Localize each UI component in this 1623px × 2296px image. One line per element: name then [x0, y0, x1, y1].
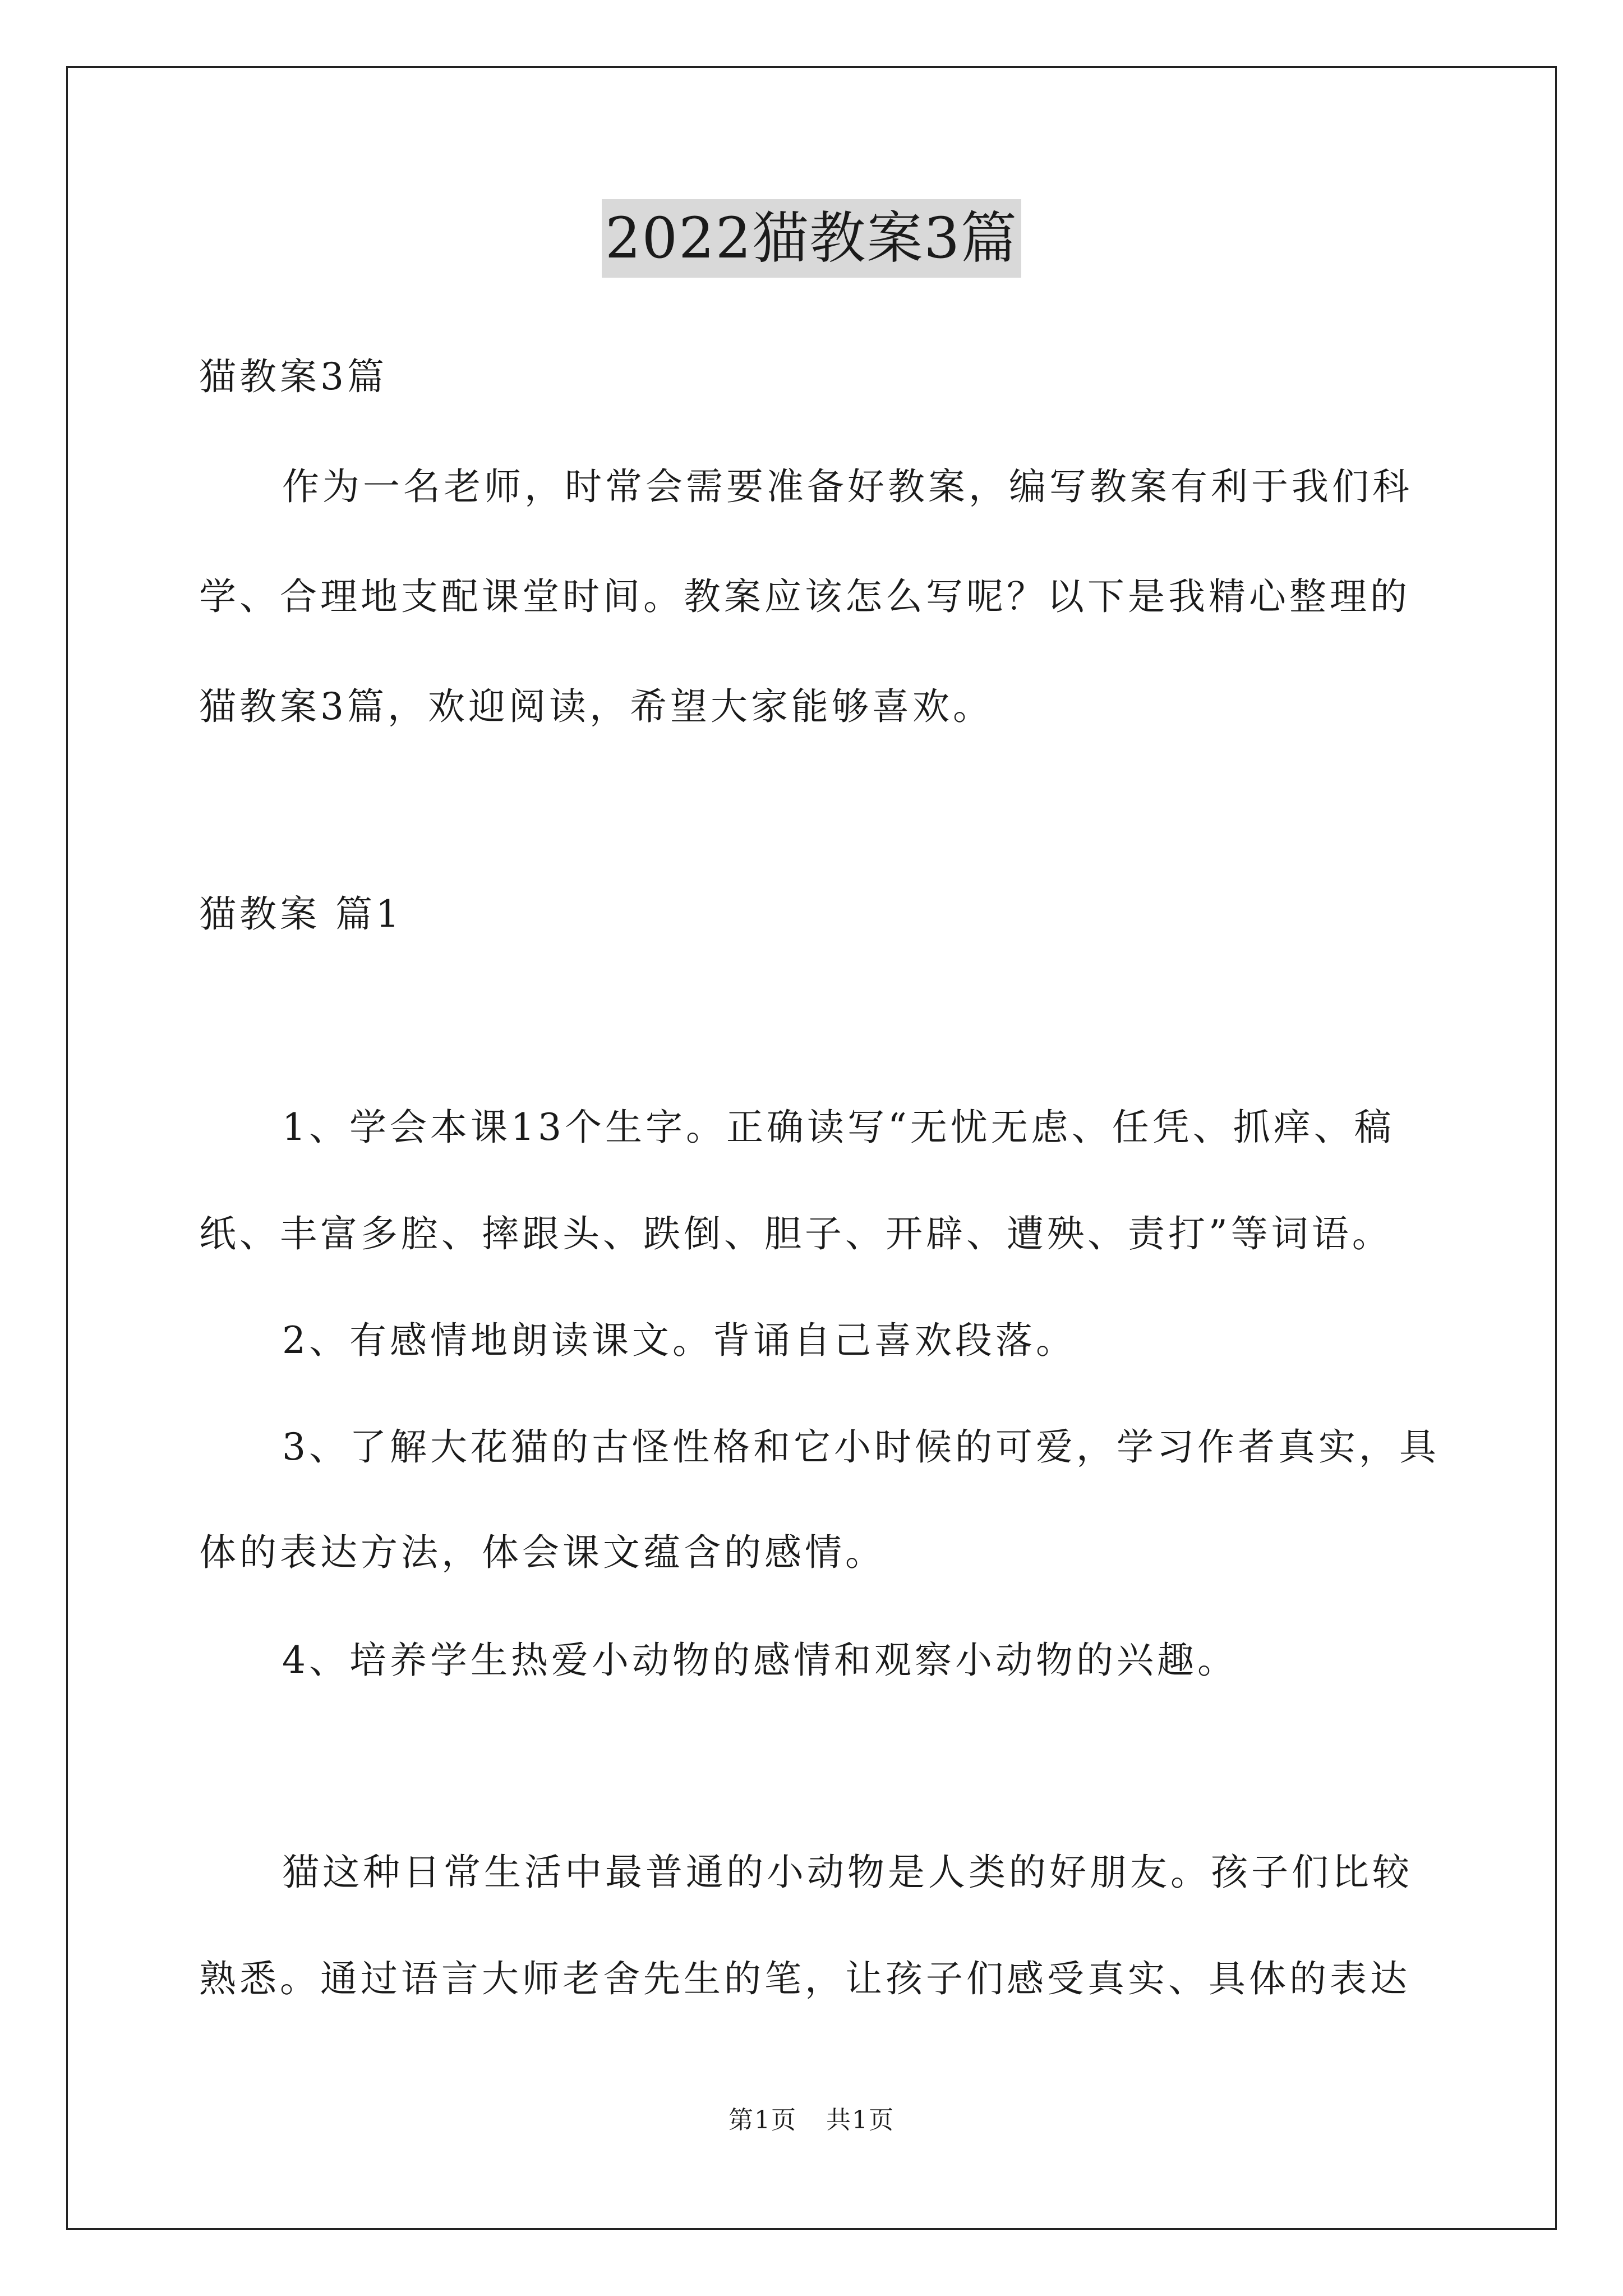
document-title: 2022猫教案3篇: [602, 199, 1021, 278]
page-number: 第1页: [728, 2106, 797, 2134]
section-heading: 猫教案 篇1: [199, 892, 403, 936]
page-footer: [0, 2104, 1623, 2137]
goal-line: 1、学会本课13个生字。正确读写“无忧无虑、任凭、抓痒、稿: [282, 1106, 1395, 1149]
intro-line: 猫教案3篇，欢迎阅读，希望大家能够喜欢。: [199, 685, 993, 728]
intro-line: 学、合理地支配课堂时间。教案应该怎么写呢？以下是我精心整理的: [199, 575, 1410, 618]
goal-line: 2、有感情地朗读课文。背诵自己喜欢段落。: [282, 1319, 1076, 1362]
paragraph-line: 熟悉。通过语言大师老舍先生的笔，让孩子们感受真实、具体的表达: [199, 1957, 1410, 2000]
page-total: 共1页: [826, 2106, 895, 2134]
paragraph-line: 猫这种日常生活中最普通的小动物是人类的好朋友。孩子们比较: [282, 1851, 1413, 1894]
goal-line: 3、了解大花猫的古怪性格和它小时候的可爱，学习作者真实，具: [282, 1425, 1440, 1469]
goal-line: 4、培养学生热爱小动物的感情和观察小动物的兴趣。: [282, 1639, 1238, 1682]
subtitle: 猫教案3篇: [199, 355, 388, 398]
goal-line: 体的表达方法，体会课文蕴含的感情。: [199, 1531, 886, 1574]
goal-line: 纸、丰富多腔、摔跟头、跌倒、胆子、开辟、遭殃、责打”等词语。: [199, 1212, 1393, 1255]
intro-line: 作为一名老师，时常会需要准备好教案，编写教案有利于我们科: [282, 465, 1413, 508]
title-container: [0, 199, 1623, 278]
